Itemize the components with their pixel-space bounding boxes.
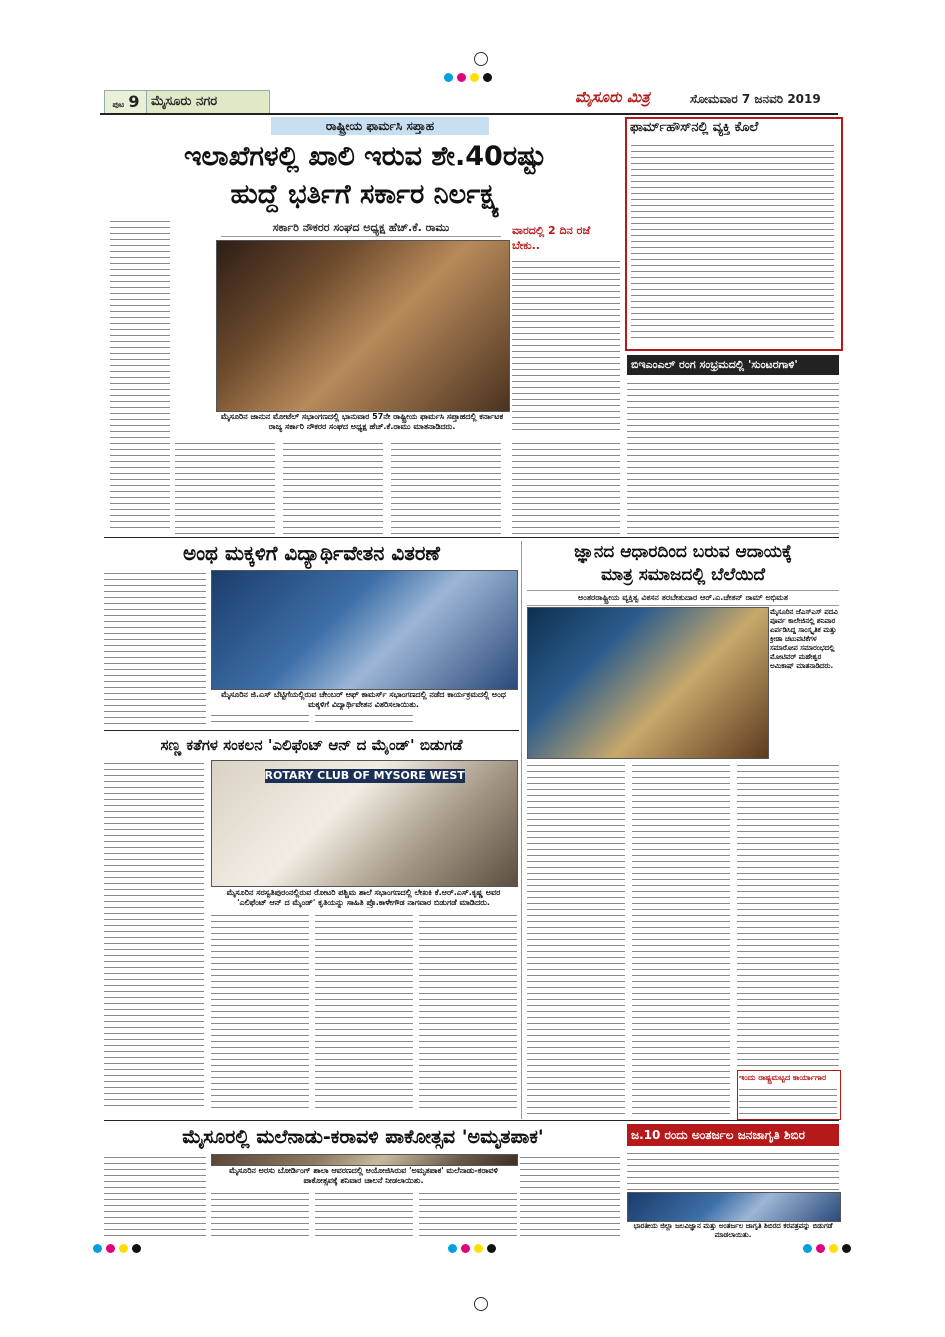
story6-body-col1 xyxy=(104,760,204,1110)
story1-body-col1 xyxy=(110,218,170,530)
story8-body-col2 xyxy=(211,1190,309,1238)
story6-caption: ಮೈಸೂರಿನ ಸರಸ್ವತಿಪುರಂನಲ್ಲಿರುವ ರೋಟರಿ ಪಶ್ಚಿಮ ಶಾಲೆ ಸಭಾಂಗಣದಲ್ಲಿ ಲೇಖಕಿ ಕೆ.ಆರ್.ಎಸ್.ಕೃಷ್ಣ ಅವರ 'ಎಲಿಫೆಂಟ್ ಆನ್ ದ ಮೈಂಡ್' ಕೃತಿಯನ್ನು ಸಾಹಿತಿ ಪ್ರೊ.ಕಾಳೇಗೌಡ ನಾಗವಾರ ಬಿಡುಗಡೆ ಮಾಡಿದರು. xyxy=(226,888,501,907)
story8-caption: ಮೈಸೂರಿನ ಅರಸು ಬೋರ್ಡಿಂಗ್ ಶಾಲಾ ಆವರಣದಲ್ಲಿ ಆಯೋಜಿಸಿರುವ 'ಅಮೃತಪಾಕ' ಮಲೆನಾಡು-ಕರಾವಳಿ ಪಾಕೋತ್ಸವಕ್ಕೆ ಶನಿವಾರ ಚಾಲನೆ ನೀಡಲಾಯಿತು. xyxy=(229,1166,498,1185)
story1-body-col4 xyxy=(391,440,501,535)
story5-caption: ಮೈಸೂರಿನ ಜಿ.ಎಸ್ ಬೆಟ್ಟಿಗೆಯಲ್ಲಿರುವ ಚೇಂಬರ್ ಆಫ್ ಕಾಮರ್ಸ್ ಸಭಾಂಗಣದಲ್ಲಿ ನಡೆದ ಕಾರ್ಯಕ್ರಮದಲ್ಲಿ ಅಂಧ ಮಕ್ಕಳಿಗೆ ವಿದ್ಯಾರ್ಥಿವೇತನ ವಿತರಿಸಲಾಯಿತು. xyxy=(221,690,506,709)
story5-body-col1 xyxy=(104,570,206,725)
story1-photo xyxy=(216,240,510,412)
story1-headline-line2: ಹುದ್ದೆ ಭರ್ತಿಗೆ ಸರ್ಕಾರ ನಿರ್ಲಕ್ಷ್ಯ xyxy=(230,179,500,210)
story5-headline: ಅಂಥ ಮಕ್ಕಳಿಗೆ ವಿದ್ಯಾರ್ಥಿವೇತನ ವಿತರಣೆ xyxy=(183,541,440,565)
story6-photo-banner: ROTARY CLUB OF MYSORE WEST xyxy=(264,769,465,782)
story1-headline-line1: ಇಲಾಖೆಗಳಲ್ಲಿ ಖಾಲಿ ಇರುವ ಶೇ.40ರಷ್ಟು xyxy=(184,141,546,172)
story1-body-col-right xyxy=(512,258,620,430)
story9-body xyxy=(627,1150,839,1190)
page-number-box xyxy=(104,90,148,114)
story9-photo xyxy=(627,1192,841,1222)
story6-body-col4 xyxy=(419,912,517,1112)
story2-headline: ಫಾರ್ಮ್‌ಹೌಸ್‌ನಲ್ಲಿ ವ್ಯಕ್ತಿ ಕೊಲೆ xyxy=(630,120,759,135)
story6-body-col3 xyxy=(315,912,413,1112)
story4-body-col2 xyxy=(632,762,730,1117)
masthead-logo: ಮೈಸೂರು ಮಿತ್ರ xyxy=(575,88,650,106)
story7-body xyxy=(739,1086,837,1116)
story5-photo xyxy=(211,570,518,690)
divider xyxy=(104,1120,839,1121)
story4-body-col3 xyxy=(737,762,839,1067)
story8-body-col3 xyxy=(315,1190,413,1238)
story3-body xyxy=(627,380,839,535)
dateline: ಸೋಮವಾರ 7 ಜನವರಿ 2019 xyxy=(690,92,821,106)
story1-subhead: ಸರ್ಕಾರಿ ನೌಕರರ ಸಂಘದ ಅಧ್ಯಕ್ಷ ಹೆಚ್.ಕೆ. ರಾಮು xyxy=(221,219,501,237)
registration-mark xyxy=(474,1297,488,1311)
story8-body-col5 xyxy=(520,1154,620,1238)
story4-headline-line1: ಜ್ಞಾನದ ಆಧಾರದಿಂದ ಬರುವ ಆದಾಯಕ್ಕೆ xyxy=(574,542,792,562)
story1-body-col2 xyxy=(175,440,275,535)
story7-headline: ಇಂದು ರಾಷ್ಟ್ರಮಟ್ಟದ ಕಾರ್ಯಾಗಾರ xyxy=(739,1073,827,1082)
column-divider xyxy=(521,541,522,1119)
section-title: ಮೈಸೂರು ನಗರ xyxy=(146,90,270,114)
story2-body xyxy=(631,142,834,342)
header-rule xyxy=(100,113,838,115)
story4-body-col1 xyxy=(527,762,625,1117)
divider xyxy=(104,537,839,538)
story1-body-col3 xyxy=(283,440,383,535)
color-bar-right xyxy=(803,1244,851,1253)
registration-mark xyxy=(474,52,488,66)
story8-headline: ಮೈಸೂರಲ್ಲಿ ಮಲೆನಾಡು-ಕರಾವಳಿ ಪಾಕೋತ್ಸವ 'ಅಮೃತಪಾಕ' xyxy=(182,1126,544,1148)
page-number: 9 xyxy=(128,92,140,111)
story9-headline: ಜ.10 ರಂದು ಅಂತರ್ಜಲ ಜನಜಾಗೃತಿ ಶಿಬಿರ xyxy=(627,1124,839,1146)
story4-subhead: ಅಂತರರಾಷ್ಟ್ರೀಯ ವ್ಯಕ್ತಿತ್ವ ವಿಕಸನ ತರಬೇತುದಾರ ಆರ್.ಎ.ಚೇತನ್ ರಾಮ್ ಅಭಿಮತ xyxy=(527,590,839,606)
story5-body-col2 xyxy=(211,712,309,727)
story8-body-col1 xyxy=(104,1154,206,1239)
story8-body-col4 xyxy=(419,1190,517,1238)
story8-photo xyxy=(211,1154,518,1166)
story4-photo xyxy=(527,607,769,759)
story6-body-col2 xyxy=(211,912,309,1112)
story4-headline-line2: ಮಾತ್ರ ಸಮಾಜದಲ್ಲಿ ಬೆಲೆಯಿದೆ xyxy=(600,565,766,585)
story3-headline: ಬಿಇಎಂಎಲ್ ರಂಗ ಸಂಭ್ರಮದಲ್ಲಿ 'ಸುಂಟರಗಾಳಿ' xyxy=(627,355,839,375)
divider xyxy=(104,730,519,731)
story5-body-col3 xyxy=(315,712,413,727)
color-bar-left xyxy=(93,1244,141,1253)
story1-kicker: ರಾಷ್ಟ್ರೀಯ ಫಾರ್ಮಸಿ ಸಪ್ತಾಹ xyxy=(271,117,489,135)
story6-headline: ಸಣ್ಣ ಕತೆಗಳ ಸಂಕಲನ 'ಎಲಿಫೆಂಟ್ ಆನ್ ದ ಮೈಂಡ್' ಬಿಡುಗಡೆ xyxy=(160,736,463,754)
story6-photo xyxy=(211,760,518,887)
color-bar-center xyxy=(448,1244,496,1253)
color-bar-top xyxy=(444,73,492,82)
story1-caption: ಮೈಸೂರಿನ ಜಾನುನ ಮೋಟೆಲ್ ಸಭಾಂಗಣದಲ್ಲಿ ಭಾನುವಾರ 57ನೇ ರಾಷ್ಟ್ರೀಯ ಫಾರ್ಮಸಿ ಸಪ್ತಾಹದಲ್ಲಿ ಕರ್ನಾಟಕ ರಾಜ್ಯ ಸರ್ಕಾರಿ ನೌಕರರ ಸಂಘದ ಅಧ್ಯಕ್ಷ ಹೆಚ್.ಕೆ.ರಾಮು ಮಾತನಾಡಿದರು. xyxy=(220,412,504,431)
story1-body-col5 xyxy=(512,440,620,535)
story9-caption: ಭಾರತೀಯ ಜಿಲ್ಲಾ ಜಲವಿಜ್ಞಾನ ಮತ್ತು ಅಂತರ್ಜಲ ಜಾಗೃತಿ ಶಿಬಿರದ ಕರಪತ್ರವನ್ನು ಬಿಡುಗಡೆ ಮಾಡಲಾಯಿತು. xyxy=(633,1222,833,1239)
page-label: ಪುಟ xyxy=(112,100,125,109)
story4-side-caption: ಮೈಸೂರಿನ ಜೆಎಸ್ಎಸ್ ಪದವಿ ಪೂರ್ವ ಕಾಲೇಜಿನಲ್ಲಿ ಶನಿವಾರ ಏರ್ಪಡಿಸಿದ್ದ ಸಾಂಸ್ಕೃತಿಕ ಮತ್ತು ಕ್ರೀಡಾ ಚಟುವಟಿಕೆಗಳ ಸಮಾರೋಪ ಸಮಾರಂಭದಲ್ಲಿ ಮೋಟಿವರ್ ಮಹೇಶ್ವರ ಅಮಿಕಾಷ್ ಮಾತನಾಡಿದರು. xyxy=(770,608,838,670)
story1-pullquote: ವಾರದಲ್ಲಿ 2 ದಿನ ರಜೆ ಬೇಕು.. xyxy=(512,224,591,252)
